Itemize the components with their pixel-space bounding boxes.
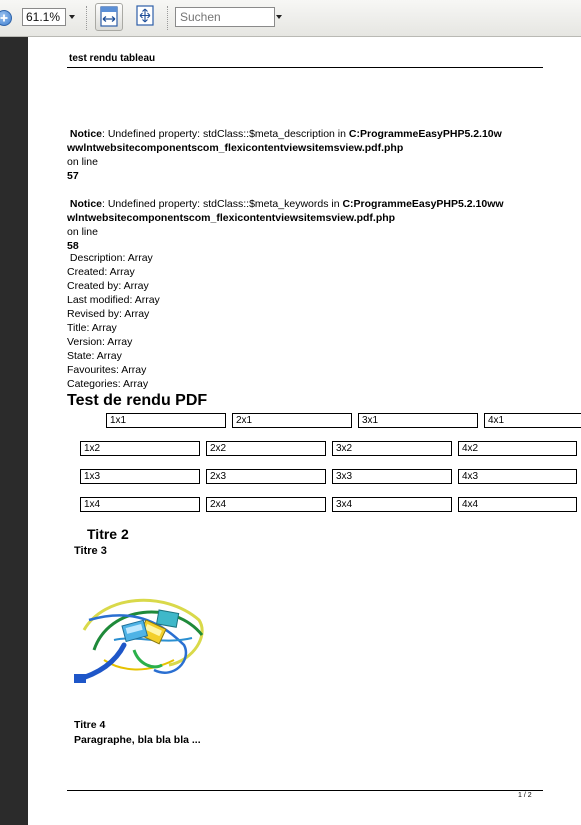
table-cell: 2x2 [206,441,326,456]
table-cell: 4x1 [484,413,581,428]
meta-list [67,251,160,391]
fit-width-button[interactable] [95,3,123,31]
notice-message: : Undefined property: stdClass::$meta_keywords in [102,198,343,210]
table-cell: 3x4 [332,497,452,512]
heading-1: Test de rendu PDF [67,392,208,409]
toolbar-separator [86,6,89,30]
table-cell: 4x2 [458,441,577,456]
meta-item: Last modified: Array [67,294,160,306]
search-dropdown-chevron-icon[interactable] [274,8,284,26]
toolbar-separator [167,6,170,30]
paragraph: Paragraphe, bla bla bla ... [74,734,201,746]
notice-path-continued: wwlntwebsitecomponentscom_flexicontentviewsitemsview.pdf.php [67,142,404,154]
notice-path-continued: wlntwebsitecomponentscom_flexicontentviewsitemsview.pdf.php [67,212,396,224]
heading-3: Titre 3 [74,545,107,557]
heading-4: Titre 4 [74,719,106,731]
table-cell: 2x4 [206,497,326,512]
table-cell: 4x3 [458,469,577,484]
table-cell: 1x1 [106,413,226,428]
table-cell: 4x4 [458,497,577,512]
meta-item: Created by: Array [67,280,149,292]
table-cell: 3x2 [332,441,452,456]
table-cell: 2x1 [232,413,352,428]
meta-item: State: Array [67,350,122,362]
notice-line-number: 57 [67,170,79,182]
footer-divider [67,790,543,791]
zoom-in-icon[interactable] [0,10,12,26]
php-notice [67,197,543,211]
notice-label: Notice [69,128,103,140]
fit-page-icon [132,3,158,29]
notice-on-line: on line [67,226,98,238]
search-input[interactable] [175,7,275,27]
page-number: 1 / 2 [518,792,532,799]
table-cell: 1x2 [80,441,200,456]
pdf-page [28,37,581,825]
zoom-dropdown-chevron-icon[interactable] [67,8,77,26]
meta-item: Favourites: Array [67,364,147,376]
page-header-title: test rendu tableau [69,53,156,64]
notice-message: : Undefined property: stdClass::$meta_description in [102,128,349,140]
meta-item: Created: Array [67,266,135,278]
left-panel-strip [0,37,28,825]
zoom-level-input[interactable]: 61.1% [22,8,66,26]
table-cell: 1x4 [80,497,200,512]
notice-on-line: on line [67,156,98,168]
notice-path: C:ProgrammeEasyPHP5.2.10ww [342,198,504,210]
meta-item: Revised by: Array [67,308,150,320]
meta-item: Categories: Array [67,378,149,390]
meta-item: Title: Array [67,322,117,334]
fit-width-icon [96,4,122,30]
notice-path: C:ProgrammeEasyPHP5.2.10w [348,128,502,140]
notice-line-number: 58 [67,240,79,252]
toolbar [0,0,581,37]
meta-item: Version: Array [67,336,133,348]
table-cell: 3x3 [332,469,452,484]
php-notice [67,127,543,141]
fit-page-button[interactable] [132,3,160,31]
network-cables-image [74,590,210,696]
notice-label: Notice [69,198,103,210]
table-cell: 2x3 [206,469,326,484]
table-cell: 1x3 [80,469,200,484]
header-divider [67,67,543,68]
heading-2: Titre 2 [87,526,129,542]
meta-item: Description: Array [69,252,153,264]
table-cell: 3x1 [358,413,478,428]
